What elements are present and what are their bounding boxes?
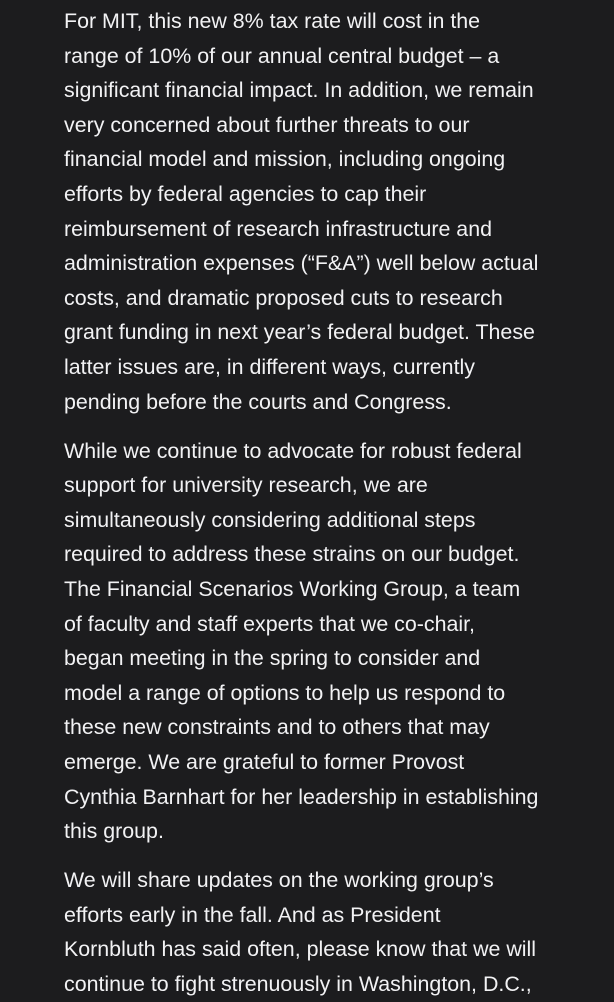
text-line: Kornbluth has said often, please know that we will	[64, 937, 537, 962]
text-line: this group.	[64, 819, 164, 844]
text-line: efforts early in the fall. And as President	[64, 902, 441, 927]
text-line: reimbursement of research infrastructure and	[64, 216, 493, 241]
text-line: pending before the courts and Congress.	[64, 389, 452, 414]
text-line: financial model and mission, including ongoing	[64, 147, 506, 172]
text-line: efforts by federal agencies to cap their	[64, 181, 427, 206]
text-line: While we continue to advocate for robust federal	[64, 438, 522, 463]
text-line: Cynthia Barnhart for her leadership in establishing	[64, 784, 539, 809]
paragraph-updates	[64, 863, 604, 1001]
text-line: We will share updates on the working group’s	[64, 868, 494, 893]
text-line: administration expenses (“F&A”) well below actual	[64, 251, 539, 276]
text-line: range of 10% of our annual central budget – a	[64, 43, 500, 68]
text-line: costs, and dramatic proposed cuts to research	[64, 285, 503, 310]
text-line: required to address these strains on our budget.	[64, 542, 520, 567]
text-line: model a range of options to help us respond to	[64, 680, 506, 705]
paragraph-tax-impact	[64, 4, 604, 419]
text-line: emerge. We are grateful to former Provost	[64, 749, 465, 774]
text-line: continue to fight strenuously in Washington, D.C.,	[64, 972, 532, 997]
text-line: began meeting in the spring to consider and	[64, 646, 481, 671]
article-body	[64, 4, 604, 1002]
text-line: support for university research, we are	[64, 473, 428, 498]
text-line: these new constraints and to others that may	[64, 715, 490, 740]
text-line: simultaneously considering additional steps	[64, 507, 476, 532]
text-line: grant funding in next year’s federal budget. These	[64, 320, 535, 345]
text-line: very concerned about further threats to our	[64, 112, 470, 137]
paragraph-working-group	[64, 434, 604, 849]
text-line: significant financial impact. In addition, we remain	[64, 78, 534, 103]
text-line: latter issues are, in different ways, currently	[64, 354, 475, 379]
text-line: of faculty and staff experts that we co-chair,	[64, 611, 475, 636]
text-line: The Financial Scenarios Working Group, a team	[64, 577, 521, 601]
text-line: For MIT, this new 8% tax rate will cost in the	[64, 9, 481, 33]
